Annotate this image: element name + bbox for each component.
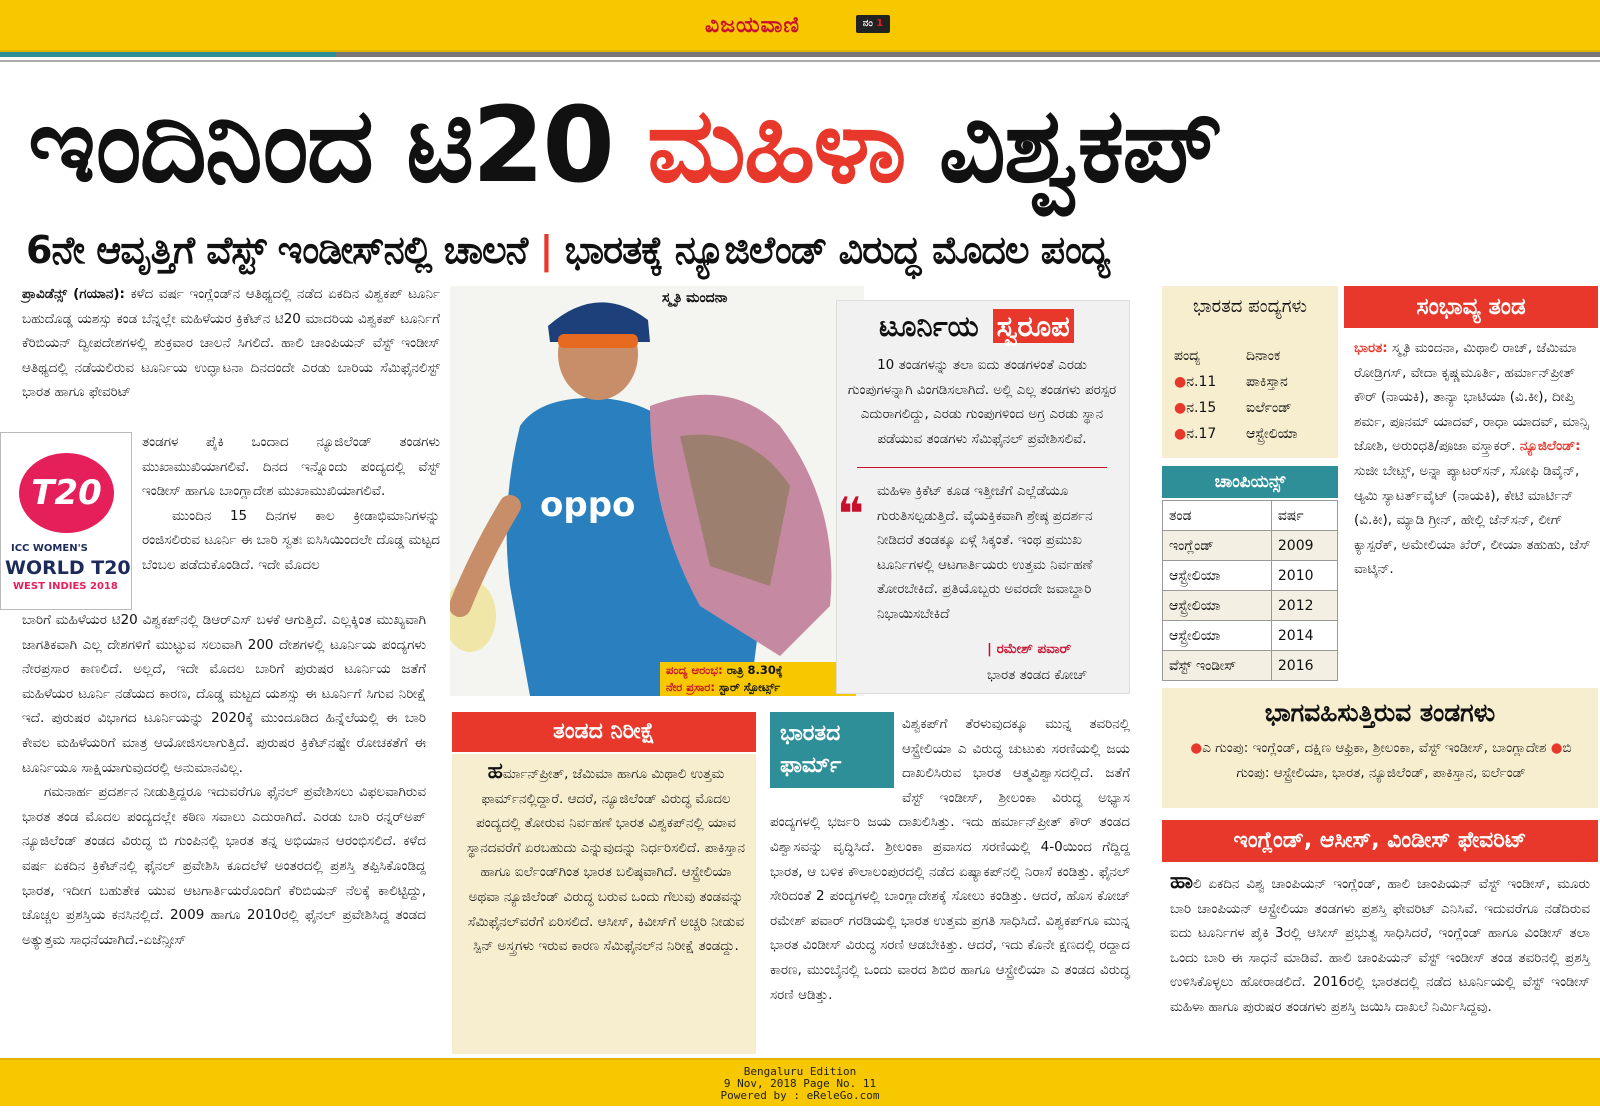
champion-year: 2012 xyxy=(1271,591,1337,621)
table-row xyxy=(1163,651,1338,681)
headline-part-2: ಮಹಿಳಾ xyxy=(647,84,905,206)
champion-year: 2016 xyxy=(1271,651,1337,681)
icc-womens-world-t20-logo xyxy=(0,432,132,610)
participating-teams-body xyxy=(1174,736,1588,785)
champion-team: ಆಸ್ಟ್ರೇಲಿಯಾ xyxy=(1163,591,1272,621)
author-role: ಭಾರತ ತಂಡದ ಕೋಚ್ xyxy=(987,667,1088,683)
lead-article-wrap xyxy=(142,430,440,578)
lead-article-top xyxy=(22,282,440,405)
footer-text xyxy=(0,1066,1600,1102)
player-illustration xyxy=(450,286,864,696)
table-row xyxy=(1163,621,1338,651)
header-rule-thin xyxy=(0,60,1600,62)
tv-value: ಸ್ಟಾರ್ ಸ್ಪೋರ್ಟ್ಸ್ xyxy=(719,680,781,694)
logo-line-1: ICC WOMEN'S xyxy=(11,543,88,554)
coach-quote: ಮಹಿಳಾ ಕ್ರಿಕೆಟ್ ಕೂಡ ಇತ್ತೀಚೆಗೆ ಎಲ್ಲೆಡೆಯೂ ಗುರುತಿಸಲ್ಪಡುತ್ತಿದೆ. ವೈಯಕ್ತಿಕವಾಗಿ ಶ್ರೇಷ್ಠ ಪ್ರದರ್ಶನ ನೀಡಿದರೆ ತಂಡಕ್ಕೂ ಏಳ್ಗೆ ಸಿಕ್ಕಂತೆ. ಇಂಥ ಪ್ರಮುಖ ಟೂರ್ನಿಗಳಲ್ಲಿ ಆಟಗಾರ್ತಿಯರು ಉತ್ತಮ ನಿರ್ವಹಣೆ ತೋರಬೇಕಿದೆ. ಪ್ರತಿಯೊಬ್ಬರು ಅವರದೇ ಜವಾಬ್ದಾರಿ ನಿಭಾಯಿಸಬೇಕಿದೆ xyxy=(877,483,1093,622)
lead-paragraph-3: ಗಮನಾರ್ಹ ಪ್ರದರ್ಶನ ನೀಡುತ್ತಿದ್ದರೂ ಇದುವರೆಗೂ ಫೈನಲ್ ಪ್ರವೇಶಿಸಲು ವಿಫಲವಾಗಿರುವ ಭಾರತ ತಂಡ ಮೊದಲ ಪಂದ್ಯದಲ್ಲೇ ಕಠಿಣ ಸವಾಲು ಎದುರಾಗಿದೆ. ಎರಡು ಬಾರಿ ರನ್ನರ್‌ಅಪ್ ನ್ಯೂಜಿಲೆಂಡ್ ತಂಡದ ವಿರುದ್ಧ ಬಿ ಗುಂಪಿನಲ್ಲಿ ಭಾರತ ತನ್ನ ಅಭಿಯಾನ ಆರಂಭಿಸಲಿದೆ. ಕಳೆದ ವರ್ಷ ಏಕದಿನ ಕ್ರಿಕೆಟ್‌ನಲ್ಲಿ ಫೈನಲ್ ಪ್ರವೇಶಿಸಿ ಕೂದಲೆಳೆ ಅಂತರದಲ್ಲಿ ಪ್ರಶಸ್ತಿ ತಪ್ಪಿಸಿಕೊಂಡಿದ್ದ ಭಾರತ, ಇದೀಗ ಬಹುತೇಕ ಯುವ ಆಟಗಾರ್ತಿಯರೊಂದಿಗೆ ಕೆರಿಬಿಯನ್ ನೆಲಕ್ಕೆ ಕಾಲಿಟ್ಟಿದ್ದು, ಚೊಚ್ಚಲ ಪ್ರಶಸ್ತಿಯ ಕನಸಿನಲ್ಲಿದೆ. 2009 ಹಾಗೂ 2010ರಲ್ಲಿ ಫೈನಲ್ ಪ್ರವೇಶಿಸಿದ್ದ ತಂಡದ ಅತ್ಯುತ್ತಮ ಸಾಧನೆಯಾಗಿದೆ.-ಏಜೆನ್ಸೀಸ್ xyxy=(22,784,426,948)
lead-paragraph-2a: ಮುಂದಿನ 15 ದಿನಗಳ ಕಾಲ ಕ್ರೀಡಾಭಿಮಾನಿಗಳನ್ನು ರಂಜಿಸಲಿರುವ ಟೂರ್ನಿ ಈ ಬಾರಿ ಸ್ವತಃ ಐಸಿಸಿಯಿಂದಲೇ ದೊಡ್ಡ ಮಟ್ಟದ ಬೆಂಬಲ ಪಡೆದುಕೊಂಡಿದೆ. ಇದೇ ಮೊದಲ xyxy=(142,507,440,573)
badge-number: 1 xyxy=(876,18,884,29)
champion-team: ಆಸ್ಟ್ರೇಲಿಯಾ xyxy=(1163,621,1272,651)
champion-year: 2010 xyxy=(1271,561,1337,591)
quote-mark-icon: ❝ xyxy=(837,487,864,541)
participating-teams-title: ಭಾಗವಹಿಸುತ್ತಿರುವ ತಂಡಗಳು xyxy=(1264,698,1496,727)
matches-col-match: ಪಂದ್ಯ xyxy=(1174,348,1201,364)
player-photo[interactable] xyxy=(450,286,864,696)
match-time-box xyxy=(660,662,856,696)
favorites-text: ಲಿ ಏಕದಿನ ವಿಶ್ವ ಚಾಂಪಿಯನ್ ಇಂಗ್ಲೆಂಡ್, ಹಾಲಿ ಚಾಂಪಿಯನ್ ವೆಸ್ಟ್ ಇಂಡೀಸ್, ಮೂರು ಬಾರಿ ಚಾಂಪಿಯನ್ ಆಸ್ಟ್ರೇಲಿಯಾ ತಂಡಗಳು ಪ್ರಶಸ್ತಿ ಫೇವರಿಟ್ ಎನಿಸಿವೆ. ಇದುವರೆಗೂ ನಡೆದಿರುವ ಐದು ಟೂರ್ನಿಗಳ ಪೈಕಿ 3ರಲ್ಲಿ ಆಸೀಸ್ ಪ್ರಭುತ್ವ ಸಾಧಿಸಿದರೆ, ಇಂಗ್ಲೆಂಡ್ ಹಾಗೂ ವಿಂಡೀಸ್ ತಲಾ ಒಂದು ಬಾರಿ ಈ ಸಾಧನೆ ಮಾಡಿವೆ. ಹಾಲಿ ಚಾಂಪಿಯನ್ ವೆಸ್ಟ್ ಇಂಡೀಸ್ ತಂಡ ತವರಿನಲ್ಲಿ ಪ್ರಶಸ್ತಿ ಉಳಿಸಿಕೊಳ್ಳಲು ಹೋರಾಡಲಿದೆ. 2016ರಲ್ಲಿ ಭಾರತದಲ್ಲಿ ನಡೆದ ಟೂರ್ನಿಯಲ್ಲಿ ವೆಸ್ಟ್ ಇಂಡೀಸ್ ಮಹಿಳಾ ಹಾಗೂ ಪುರುಷರ ತಂಡಗಳು ಪ್ರಶಸ್ತಿ ಜಯಿಸಿ ದಾಖಲೆ ನಿರ್ಮಿಸಿದ್ದವು. xyxy=(1170,876,1590,1015)
subhead-right: ಭಾರತಕ್ಕೆ ನ್ಯೂಜಿಲೆಂಡ್ ವಿರುದ್ಧ ಮೊದಲ ಪಂದ್ಯ xyxy=(564,228,1110,272)
bullet-icon: ● xyxy=(1174,374,1187,390)
probable-squads-title: ಸಂಭಾವ್ಯ ತಂಡ xyxy=(1344,286,1598,328)
india-matches-box xyxy=(1162,286,1338,458)
expectation-text: ರ್ಮಾನ್‌ಪ್ರೀತ್, ಜೆಮಿಮಾ ಹಾಗೂ ಮಿಥಾಲಿ ಉತ್ತಮ ಫಾರ್ಮ್‌ನಲ್ಲಿದ್ದಾರೆ. ಆದರೆ, ನ್ಯೂಜಿಲೆಂಡ್ ವಿರುದ್ಧ ಮೊದಲ ಪಂದ್ಯದಲ್ಲಿ ತೋರುವ ನಿರ್ವಹಣೆ ಭಾರತ ವಿಶ್ವಕಪ್‌ನಲ್ಲಿ ಯಾವ ಸ್ಥಾನದವರೆಗೆ ಏರಬಹುದು ಎನ್ನುವುದನ್ನು ನಿರ್ಧರಿಸಲಿದೆ. ಪಾಕಿಸ್ತಾನ ಹಾಗೂ ಐರ್ಲೆಂಡ್‌ಗಿಂತ ಭಾರತ ಬಲಿಷ್ಠವಾಗಿದೆ. ಆಸ್ಟ್ರೇಲಿಯಾ ಅಥವಾ ನ್ಯೂಜಿಲೆಂಡ್ ವಿರುದ್ಧ ಬರುವ ಒಂದು ಗೆಲುವು ತಂಡವನ್ನು ಸೆಮಿಫೈನಲ್‌ವರೆಗೆ ಏರಿಸಲಿದೆ. ಆಸೀಸ್, ಕಿವೀಸ್‌ಗೆ ಅಚ್ಚರಿ ನೀಡುವ ಸ್ಪಿನ್ ಅಸ್ತ್ರಗಳು ಇರುವ ಕಾರಣ ಸೆಮಿಫೈನಲ್‌ನ ನಿರೀಕ್ಷೆ ತಂಡದ್ದು. xyxy=(466,766,746,955)
lead-paragraph-1: ಕಳೆದ ವರ್ಷ ಇಂಗ್ಲೆಂಡ್‌ನ ಆತಿಥ್ಯದಲ್ಲಿ ನಡೆದ ಏಕದಿನ ವಿಶ್ವಕಪ್ ಟೂರ್ನಿ ಬಹುದೊಡ್ಡ ಯಶಸ್ಸು ಕಂಡ ಬೆನ್ನಲ್ಲೇ ಮಹಿಳೆಯರ ಕ್ರಿಕೆಟ್‌ನ ಟಿ20 ಮಾದರಿಯ ವಿಶ್ವಕಪ್ ಟೂರ್ನಿಗೆ ಕೆರಿಬಿಯನ್ ದ್ವೀಪದೇಶಗಳಲ್ಲಿ ಶುಕ್ರವಾರ ಚಾಲನೆ ಸಿಗಲಿದೆ. ಹಾಲಿ ಚಾಂಪಿಯನ್ ವೆಸ್ಟ್ ಇಂಡೀಸ್ ಆತಿಥ್ಯದಲ್ಲಿ ನಡೆಯಲಿರುವ ಟೂರ್ನಿಯ ಉದ್ಘಾಟನಾ ದಿನದಂದೇ ಎರಡು ಬಾರಿಯ ಸೆಮಿಫೈನಲಿಸ್ಟ್ ಭಾರತ ಹಾಗೂ ಫೇವರಿಟ್ xyxy=(22,286,441,401)
subhead-separator: | xyxy=(527,228,565,272)
table-header-row xyxy=(1163,501,1338,531)
page-headline xyxy=(28,80,1588,210)
team-expectation-title: ತಂಡದ ನಿರೀಕ್ಷೆ xyxy=(452,712,756,752)
champions-box xyxy=(1162,466,1338,680)
champion-year: 2009 xyxy=(1271,531,1337,561)
champion-team: ವೆಸ್ಟ್ ಇಂಡೀಸ್ xyxy=(1163,651,1272,681)
nz-squad: ಸುಜೀ ಬೇಟ್ಸ್, ಅನ್ನಾ ಪ್ಯಾಟರ್‌ಸನ್, ಸೋಫಿ ಡಿವೈನ್, ಆ್ಯಮಿ ಸ್ಯಾಟರ್ತ್‌ವೈಟ್ (ನಾಯಕಿ), ಕೇಟಿ ಮಾರ್ಟಿನ್ (ವಿ.ಕೀ), ಮ್ಯಾಡಿ ಗ್ರೀನ್, ಹೇಲ್ಲಿ ಜೆನ್‌ಸನ್, ಲೀಗ್ ಕ್ಯಾಸ್ಪರೆಕ್, ಅಮೇಲಿಯಾ ಖೆರ್, ಲೀಯಾ ತಹುಹು, ಜೆಸ್ ವಾಟ್ಕಿನ್. xyxy=(1354,462,1591,578)
tournament-format-title xyxy=(875,309,1074,344)
nz-label: ನ್ಯೂಜಿಲೆಂಡ್: xyxy=(1519,438,1581,455)
champions-title: ಚಾಂಪಿಯನ್ಸ್ xyxy=(1162,466,1338,498)
squads-body xyxy=(1354,336,1594,582)
lead-article-bottom xyxy=(22,608,426,952)
table-header-year: ವರ್ಷ xyxy=(1271,501,1337,531)
form-text: ವಿಶ್ವಕಪ್‌ಗೆ ತೆರಳುವುದಕ್ಕೂ ಮುನ್ನ ತವರಿನಲ್ಲಿ ಆಸ್ಟ್ರೇಲಿಯಾ ಎ ವಿರುದ್ಧ ಚುಟುಕು ಸರಣಿಯಲ್ಲಿ ಜಯ ದಾಖಲಿಸಿರುವ ಭಾರತ ಆತ್ಮವಿಶ್ವಾಸದಲ್ಲಿದೆ. ಜತೆಗೆ ವೆಸ್ಟ್ ಇಂಡೀಸ್, ಶ್ರೀಲಂಕಾ ವಿರುದ್ಧ ಅಭ್ಯಾಸ ಪಂದ್ಯಗಳಲ್ಲಿ ಭರ್ಜರಿ ಜಯ ದಾಖಲಿಸಿತ್ತು. ಇದು ಹರ್ಮಾನ್‌ಪ್ರೀತ್ ಕೌರ್ ತಂಡದ ವಿಶ್ವಾಸವನ್ನು ವೃದ್ಧಿಸಿದೆ. ಶ್ರೀಲಂಕಾ ಪ್ರವಾಸದ ಸರಣಿಯಲ್ಲಿ 4-0ಯಿಂದ ಗೆದ್ದಿದ್ದ ಭಾರತ, ಆ ಬಳಿಕ ಕೌಲಾಲಂಪುರದಲ್ಲಿ ನಡೆದ ಏಷ್ಯಾಕಪ್‌ನಲ್ಲಿ ನಿರಾಸೆ ಕಂಡಿತ್ತು. ಫೈನಲ್ ಸೇರಿದಂತೆ 2 ಪಂದ್ಯಗಳಲ್ಲಿ ಬಾಂಗ್ಲಾದೇಶಕ್ಕೆ ಸೋಲು ಕಂಡಿತ್ತು. ಆದರೆ, ಹೊಸ ಕೋಚ್ ರಮೇಶ್ ಪವಾರ್ ಗರಡಿಯಲ್ಲಿ ಭಾರತ ಉತ್ತಮ ಪ್ರಗತಿ ಸಾಧಿಸಿದೆ. ವಿಶ್ವಕಪ್‌ಗೂ ಮುನ್ನ ಭಾರತ ವಿಂಡೀಸ್ ವಿರುದ್ಧ ಸರಣಿ ಆಡಬೇಕಿತ್ತು. ಆದರೆ, ಇದು ಕೊನೇ ಕ್ಷಣದಲ್ಲಿ ರದ್ದಾದ ಕಾರಣ, ಮುಂಬೈನಲ್ಲಿ ಒಂದು ವಾರದ ಶಿಬಿರ ಹಾಗೂ ಆಸ್ಟ್ರೇಲಿಯಾ ಎ ತಂಡದ ವಿರುದ್ಧ ಸರಣಿ ಆಡಿತ್ತು. xyxy=(770,716,1130,1003)
india-label: ಭಾರತ: xyxy=(1354,340,1388,356)
table-header-team: ತಂಡ xyxy=(1163,501,1272,531)
badge-prefix: ನಂ xyxy=(862,18,873,29)
lead-paragraph-1b: ತಂಡಗಳ ಪೈಕಿ ಒಂದಾದ ನ್ಯೂಜಿಲೆಂಡ್ ತಂಡಗಳು ಮುಖಾಮುಖಿಯಾಗಲಿವೆ. ದಿನದ ಇನ್ನೊಂದು ಪಂದ್ಯದಲ್ಲಿ ವೆಸ್ಟ್ ಇಂಡೀಸ್ ಹಾಗೂ ಬಾಂಗ್ಲಾದೇಶ ಮುಖಾಮುಖಿಯಾಗಲಿವೆ. xyxy=(142,434,440,500)
tournament-format-box xyxy=(836,300,1130,694)
t20-logo-mark: T20 xyxy=(19,453,114,533)
subhead-left: 6ನೇ ಆವೃತ್ತಿಗೆ ವೆಸ್ಟ್ ಇಂಡೀಸ್‌ನಲ್ಲಿ ಚಾಲನೆ xyxy=(26,228,528,272)
headline-part-1: ಇಂದಿನಿಂದ ಟಿ20 xyxy=(28,84,647,206)
number-one-badge xyxy=(856,15,890,33)
masthead-bar xyxy=(0,0,1600,52)
footer-powered[interactable]: Powered by : eReleGo.com xyxy=(720,1089,880,1102)
champion-team: ಆಸ್ಟ್ರೇಲಿಯಾ xyxy=(1163,561,1272,591)
time-label: ಪಂದ್ಯ ಆರಂಭ: xyxy=(666,663,723,677)
table-row xyxy=(1163,591,1338,621)
group-b-teams: ಆಸ್ಟ್ರೇಲಿಯಾ, ಭಾರತ, ನ್ಯೂಜಿಲೆಂಡ್, ಪಾಕಿಸ್ತಾನ, ಐರ್ಲೆಂಡ್ xyxy=(1273,764,1526,781)
lead-paragraph-2b: ಬಾರಿಗೆ ಮಹಿಳೆಯರ ಟಿ20 ವಿಶ್ವಕಪ್‌ನಲ್ಲಿ ಡಿಆರ್‌ಎಸ್ ಬಳಕೆ ಆಗುತ್ತಿದೆ. ಎಲ್ಲಕ್ಕಿಂತ ಮುಖ್ಯವಾಗಿ ಜಾಗತಿಕವಾಗಿ ಎಲ್ಲ ದೇಶಗಳಿಗೆ ಮುಟ್ಟುವ ಸಲುವಾಗಿ 200 ದೇಶಗಳಲ್ಲಿ ಟೂರ್ನಿಯ ಪಂದ್ಯಗಳು ನೇರಪ್ರಸಾರ ಕಾಣಲಿದೆ. ಅಲ್ಲದೆ, ಇದೇ ಮೊದಲ ಬಾರಿಗೆ ಪುರುಷರ ಟೂರ್ನಿಯ ಜತೆಗೆ ಮಹಿಳೆಯರ ಟೂರ್ನಿ ನಡೆಯದ ಕಾರಣ, ದೊಡ್ಡ ಮಟ್ಟದ ಯಶಸ್ಸು ಈ ಟೂರ್ನಿಗೆ ಸಿಗುವ ನಿರೀಕ್ಷೆ ಇದೆ. ಪುರುಷರ ವಿಭಾಗದ ಟೂರ್ನಿಯನ್ನು 2020ಕ್ಕೆ ಮುಂದೂಡಿದ ಹಿನ್ನೆಲೆಯಲ್ಲಿ ಈ ಬಾರಿ ಕೇವಲ ಮಹಿಳೆಯರಿಗೆ ಮಾತ್ರ ಆಯೋಜಿಸಲಾಗುತ್ತಿದೆ. ಪುರುಷರ ಕ್ರಿಕೆಟ್‌ನಷ್ಟೇ ರೋಚಕತೆಗೆ ಈ ಟೂರ್ನಿಯೂ ಸಾಕ್ಷಿಯಾಗುವುದರಲ್ಲಿ ಅನುಮಾನವಿಲ್ಲ. xyxy=(22,612,426,776)
table-row xyxy=(1163,561,1338,591)
tournament-format-body: 10 ತಂಡಗಳನ್ನು ತಲಾ ಐದು ತಂಡಗಳಂತೆ ಎರಡು ಗುಂಪುಗಳನ್ನಾಗಿ ವಿಂಗಡಿಸಲಾಗಿದೆ. ಅಲ್ಲಿ ಎಲ್ಲ ತಂಡಗಳು ಪರಸ್ಪರ ಎದುರಾಗಲಿದ್ದು, ಎರಡು ಗುಂಪುಗಳಿಂದ ಅಗ್ರ ಎರಡು ಸ್ಥಾನ ಪಡೆಯುವ ತಂಡಗಳು ಸೆಮಿಫೈನಲ್ ಪ್ರವೇಶಿಸಲಿವೆ. xyxy=(847,357,1117,447)
probable-squads-box xyxy=(1344,286,1598,680)
team-expectation-body xyxy=(466,760,746,959)
headline-part-3: ವಿಶ್ವಕಪ್ xyxy=(904,84,1221,206)
tv-label: ನೇರ ಪ್ರಸಾರ: xyxy=(666,680,715,694)
svg-text:oppo: oppo xyxy=(540,485,636,525)
footer-bar xyxy=(0,1058,1600,1106)
author-bar: | xyxy=(987,641,997,657)
india-form-title: ಭಾರತದ ಫಾರ್ಮ್ xyxy=(770,712,894,788)
bullet-icon: ● xyxy=(1174,426,1187,442)
match-opponent: ಪಾಕಿಸ್ತಾನ xyxy=(1246,374,1288,390)
drop-cap: ಹ xyxy=(487,759,503,784)
champion-year: 2014 xyxy=(1271,621,1337,651)
match-date: ನ.17 xyxy=(1186,426,1217,442)
match-opponent: ಆಸ್ಟ್ರೇಲಿಯಾ xyxy=(1246,426,1298,442)
newspaper-logo[interactable]: ವಿಜಯವಾಣಿ xyxy=(705,13,801,38)
participating-teams-box xyxy=(1162,688,1598,808)
group-a-teams: ಇಂಗ್ಲೆಂಡ್, ದಕ್ಷಿಣ ಆಫ್ರಿಕಾ, ಶ್ರೀಲಂಕಾ, ವೆಸ್ಟ್ ಇಂಡೀಸ್, ಬಾಂಗ್ಲಾದೇಶ xyxy=(1252,740,1547,756)
drop-cap: ಹಾ xyxy=(1170,869,1194,894)
group-b-label: ಬಿ ಗುಂಪು: xyxy=(1236,740,1572,781)
page-subheadline xyxy=(26,222,1596,278)
dateline: ಪ್ರಾವಿಡೆನ್ಸ್ (ಗಯಾನ): xyxy=(22,286,125,302)
group-a-label: ಎ ಗುಂಪು: xyxy=(1202,740,1249,756)
bullet-icon: ● xyxy=(1550,740,1563,756)
tournament-title-b: ಸ್ವರೂಪ xyxy=(993,309,1074,343)
header-rule-accent xyxy=(0,52,336,57)
match-date: ನ.15 xyxy=(1186,400,1217,416)
time-value: ರಾತ್ರಿ 8.30ಕ್ಕೆ xyxy=(726,663,783,677)
matches-col-date: ದಿನಾಂಕ xyxy=(1246,348,1281,364)
bullet-icon: ● xyxy=(1174,400,1187,416)
team-expectation-box xyxy=(452,754,756,1054)
logo-line-2: WORLD T20 xyxy=(5,557,131,579)
photo-caption: ಸ್ಮೃತಿ ಮಂದನಾ xyxy=(662,290,728,306)
india-squad: ಸ್ಮೃತಿ ಮಂದನಾ, ಮಿಥಾಲಿ ರಾಜ್, ಜೆಮಿಮಾ ರೋಡ್ರಿಗಸ್, ವೇದಾ ಕೃಷ್ಣಮೂರ್ತಿ, ಹರ್ಮಾನ್‌ಪ್ರೀತ್ ಕೌರ್ (ನಾಯಕಿ), ತಾನ್ಯಾ ಭಾಟಿಯಾ (ವಿ.ಕೀ), ದೀಪ್ತಿ ಶರ್ಮ, ಪೂನಮ್ ಯಾದವ್, ರಾಧಾ ಯಾದವ್, ಮಾನ್ಸಿ ಜೋಶಿ, ಅರುಂಧತಿ/ಪೂಜಾ ವಸ್ತ್ರಾಕರ್. xyxy=(1354,340,1589,455)
match-date: ನ.11 xyxy=(1186,374,1217,390)
author-name: ರಮೇಶ್ ಪವಾರ್ xyxy=(996,641,1072,657)
divider xyxy=(857,467,1107,468)
footer-edition: Bengaluru Edition xyxy=(743,1065,857,1078)
champions-table xyxy=(1162,500,1338,681)
table-row xyxy=(1163,531,1338,561)
logo-line-3: WEST INDIES 2018 xyxy=(13,581,118,592)
favorites-body xyxy=(1170,870,1590,1020)
favorites-title: ಇಂಗ್ಲೆಂಡ್, ಆಸೀಸ್, ವಿಂಡೀಸ್ ಫೇವರಿಟ್ xyxy=(1162,820,1598,862)
match-opponent: ಐರ್ಲೆಂಡ್ xyxy=(1246,400,1292,416)
tournament-title-a: ಟೂರ್ನಿಯ xyxy=(879,309,989,343)
bullet-icon: ● xyxy=(1190,740,1203,756)
india-matches-title: ಭಾರತದ ಪಂದ್ಯಗಳು xyxy=(1193,296,1307,317)
footer-date: 9 Nov, 2018 Page No. 11 xyxy=(723,1077,877,1090)
champion-team: ಇಂಗ್ಲೆಂಡ್ xyxy=(1163,531,1272,561)
quote-author xyxy=(987,641,1071,657)
